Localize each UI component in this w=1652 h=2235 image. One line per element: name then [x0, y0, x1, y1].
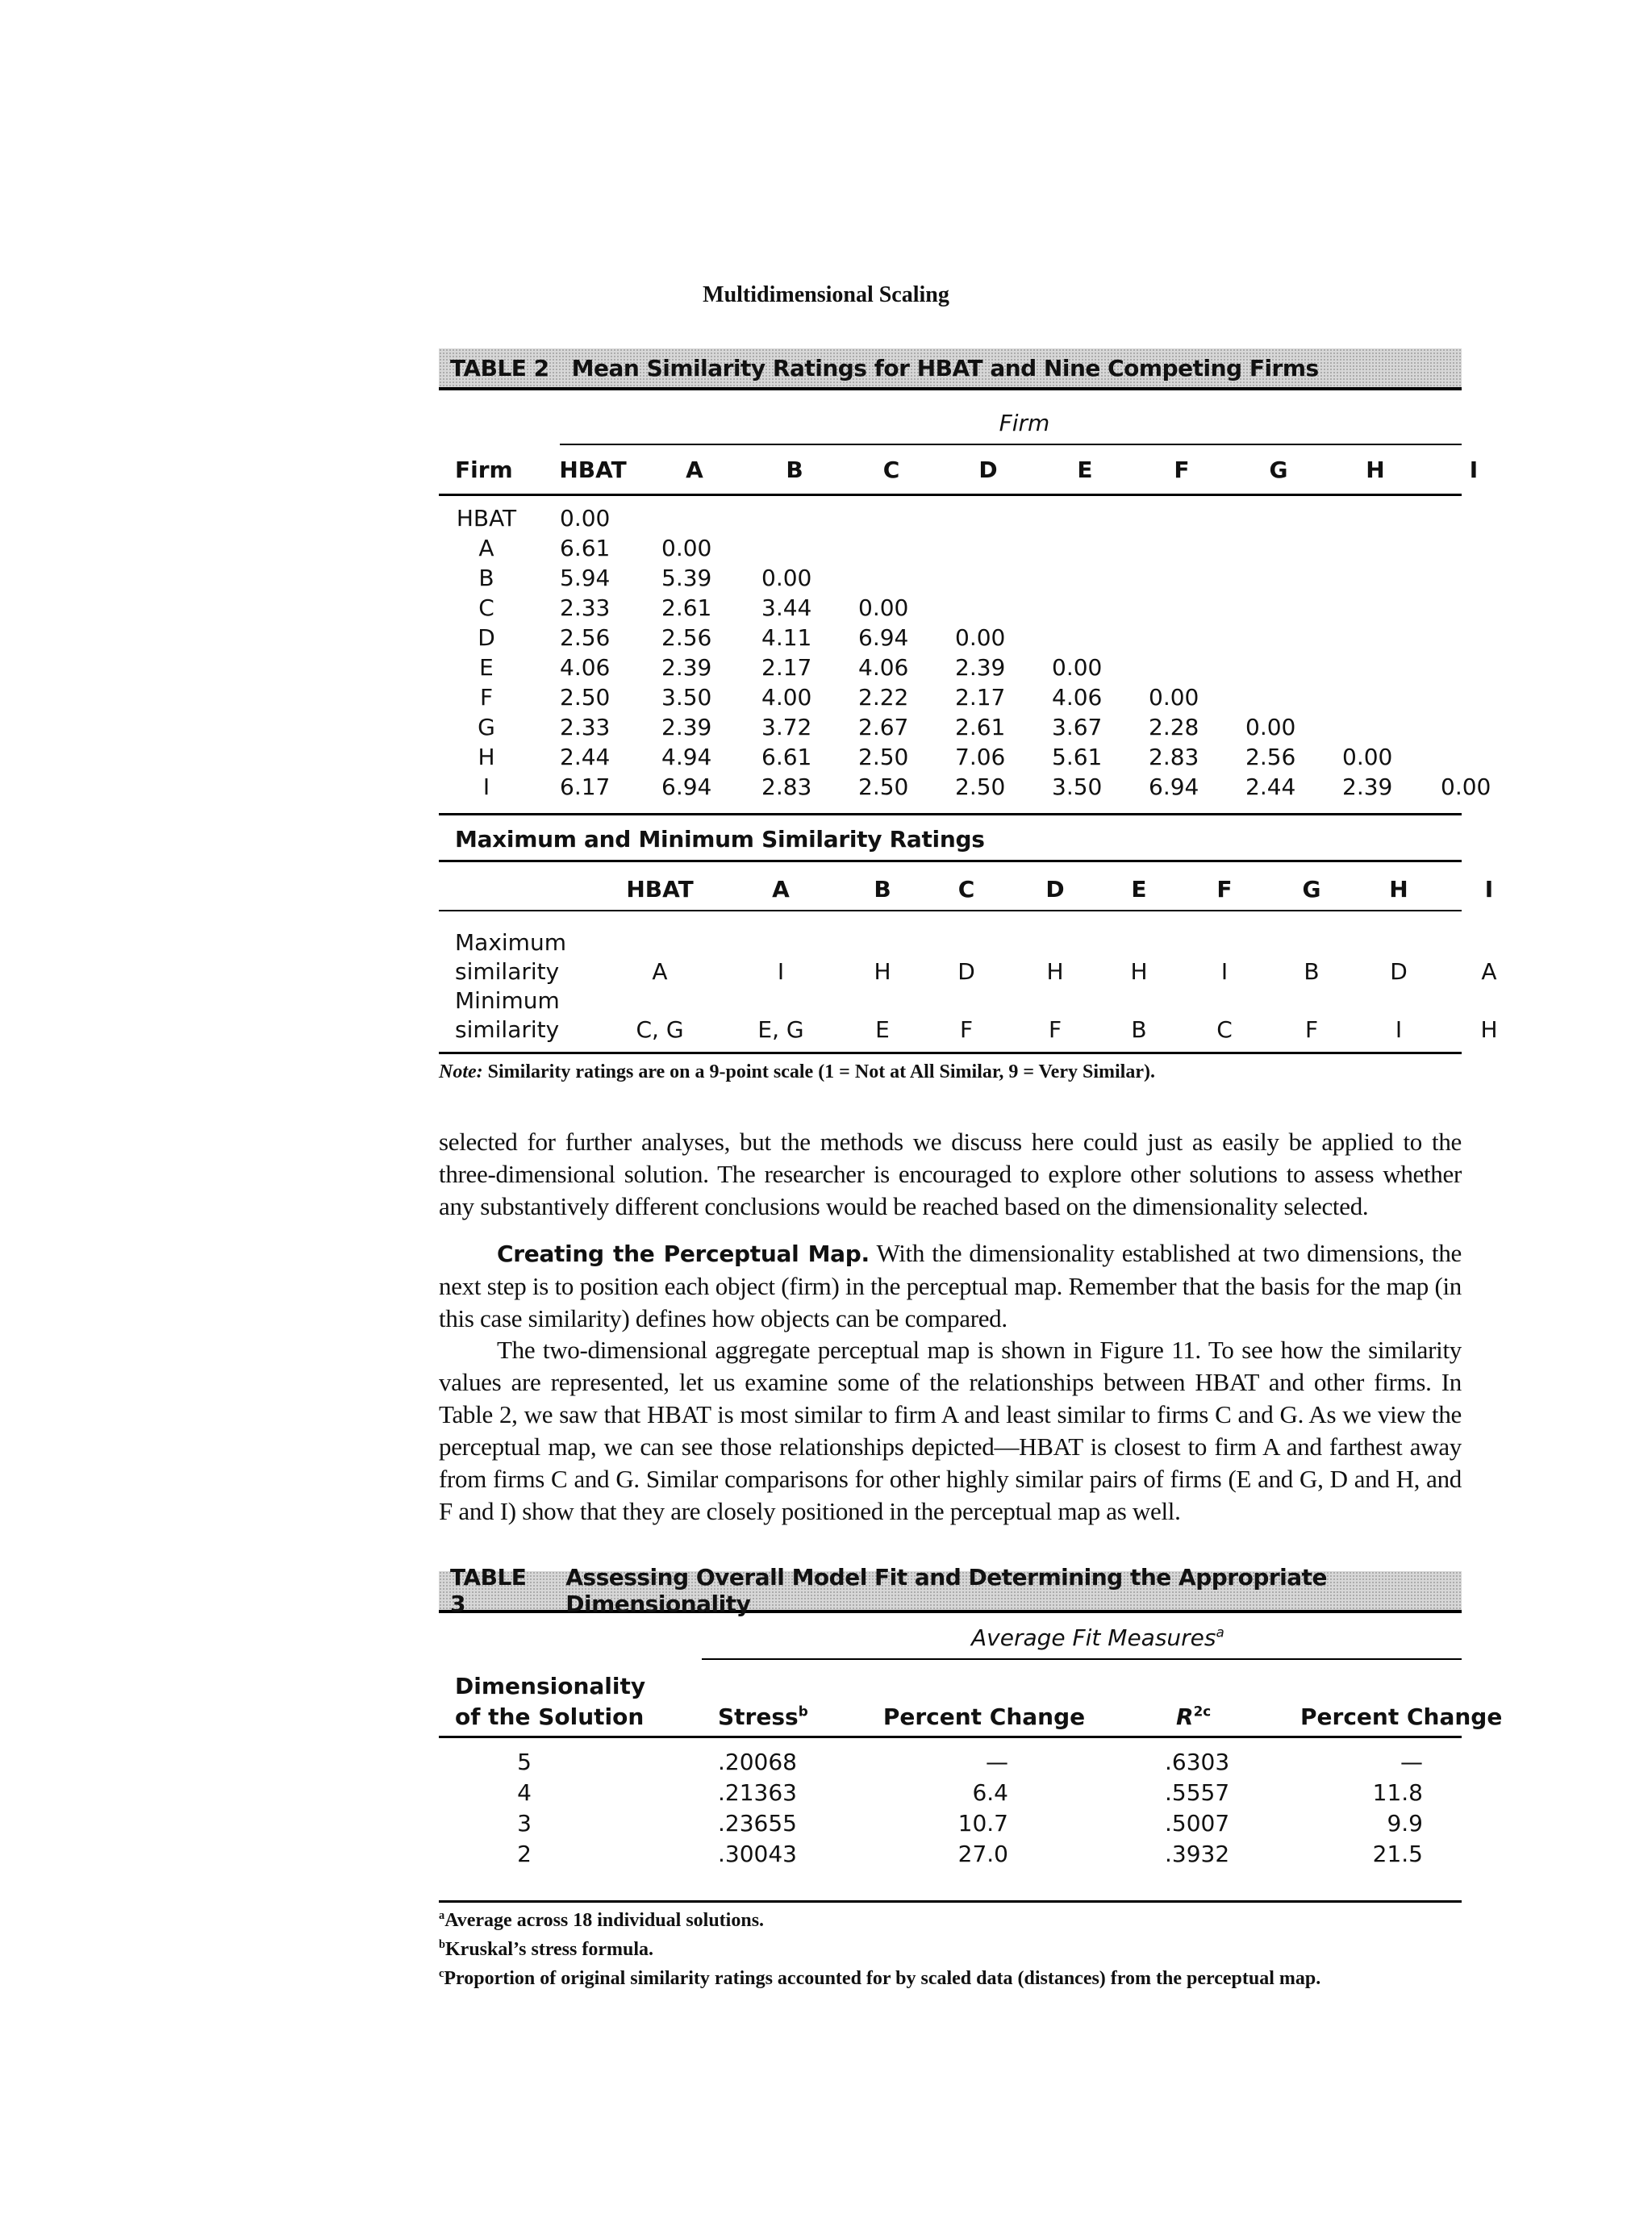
table2-title: Mean Similarity Ratings for HBAT and Nine Competing Firms [571, 354, 1319, 382]
table2-cell: 3.50 [661, 684, 712, 711]
min-similarity-value: F [1304, 1016, 1319, 1043]
table2-cell: 2.39 [661, 714, 712, 740]
body-paragraph-3-text: The two-dimensional aggregate perceptual map is shown in Figure 11. To see how the similarity values are represented, let us examine some of the relationships between HBAT and other firms. In Table 2, we saw that HBAT is most similar to firm A and least similar to firms C and G. As we view the perceptual map, we can see those relationships depicted—HBAT is closest to firm A and farthest away from firms C and G. Similar comparisons for other highly similar pairs of firms (E and G, D and H, and F and I) show that they are closely positioned in the perceptual map as well. [439, 1336, 1462, 1525]
body-paragraph-3 [439, 1334, 1462, 1528]
min-similarity-value: C, G [636, 1016, 684, 1043]
table2-cell: 0.00 [1052, 654, 1103, 681]
table2-cell: 2.22 [858, 684, 909, 711]
table3-spanner [971, 1624, 1224, 1651]
table2-cell: 2.39 [1342, 773, 1393, 800]
table3-header-rule [439, 1736, 1462, 1738]
min-similarity-value: I [1395, 1016, 1403, 1043]
table2-cell: 2.33 [560, 594, 611, 621]
table2-cell: 0.00 [1441, 773, 1491, 800]
fn-a-text: Average across 18 individual solutions. [444, 1910, 765, 1931]
table3-col-stress [718, 1703, 808, 1730]
table2-row-label: C [478, 594, 494, 621]
min-label-line1: Minimum [455, 987, 560, 1014]
table2-row-label: A [478, 535, 494, 561]
table2-cell: 0.00 [761, 565, 812, 591]
min-similarity-value: F [959, 1016, 974, 1043]
table2-col-header: E [1077, 457, 1093, 483]
table3-pct1: 6.4 [972, 1779, 1008, 1806]
table2-mm-col-header: B [874, 876, 891, 903]
table2-cell: 2.39 [955, 654, 1006, 681]
table2-col-header: H [1366, 457, 1385, 483]
table3-title: Assessing Overall Model Fit and Determining the Appropriate Dimensionality [565, 1564, 1328, 1617]
run-in-heading: Creating the Perceptual Map. [497, 1241, 870, 1267]
table2-col-header: F [1174, 457, 1190, 483]
table2-cell: 2.61 [661, 594, 712, 621]
table2-mm-col-header: H [1389, 876, 1408, 903]
table2-spanner: Firm [999, 410, 1050, 436]
table3-pct2: 11.8 [1372, 1779, 1423, 1806]
table3-dim-header-1: Dimensionality [455, 1673, 646, 1699]
table2-cell: 3.44 [761, 594, 812, 621]
table2-mm-col-header: F [1216, 876, 1233, 903]
table2-mm-header-rule [439, 910, 1462, 911]
table3-footnote-c [439, 1968, 1320, 1990]
table2-cell: 0.00 [1342, 744, 1393, 770]
r2-text: R [1176, 1703, 1194, 1730]
table3-r2: .3932 [1165, 1841, 1230, 1867]
table2-cell: 6.61 [560, 535, 611, 561]
table2-row-label: B [478, 565, 494, 591]
table2-col-header: D [978, 457, 998, 483]
table2-cell: 2.56 [1245, 744, 1296, 770]
running-head: Multidimensional Scaling [703, 282, 949, 307]
table2-cell: 6.94 [1149, 773, 1199, 800]
table2-cell: 4.00 [761, 684, 812, 711]
table2-cell: 2.61 [955, 714, 1006, 740]
table2-cell: 6.17 [560, 773, 611, 800]
table3-r2: .6303 [1165, 1749, 1230, 1775]
table2-cell: 2.56 [560, 624, 611, 651]
fn-b-mark: b [439, 1938, 446, 1951]
table2-cell: 3.50 [1052, 773, 1103, 800]
table2-bottom-rule [439, 1052, 1462, 1054]
table2-cell: 3.72 [761, 714, 812, 740]
table3-stress: .30043 [718, 1841, 797, 1867]
table2-cell: 2.17 [955, 684, 1006, 711]
table2-cell: 2.17 [761, 654, 812, 681]
table2-row-label: I [482, 773, 490, 800]
table3-col-pct1: Percent Change [882, 1703, 1086, 1730]
table2-cell: 5.39 [661, 565, 712, 591]
table3-r2: .5007 [1165, 1810, 1230, 1837]
table2-col-header: HBAT [559, 457, 627, 483]
table2-cell: 6.94 [661, 773, 712, 800]
table3-dim: 2 [517, 1841, 532, 1867]
table2-matrix-bottom-rule [439, 813, 1462, 815]
table3-dim-header-2: of the Solution [455, 1703, 645, 1730]
table2-note-text: Similarity ratings are on a 9-point scale (1 = Not at All Similar, 9 = Very Similar). [482, 1061, 1155, 1082]
table3-dim: 4 [517, 1779, 532, 1806]
table2-mm-top-rule [439, 860, 1462, 862]
min-similarity-value: B [1131, 1016, 1147, 1043]
max-similarity-value: I [1220, 958, 1229, 985]
max-similarity-value: B [1304, 958, 1320, 985]
body-paragraph-2-text: With the dimensionality established at two dimensions, the next step is to position each object (firm) in the perceptual map. Remember that the basis for the map (in this case similarity) defines how objects can be compared. [439, 1239, 1462, 1332]
table2-row-label: HBAT [456, 505, 517, 532]
table3-stress: .21363 [718, 1779, 797, 1806]
table2-cell: 2.50 [858, 773, 909, 800]
table2-cell: 2.83 [1149, 744, 1199, 770]
table3-title-banner [439, 1564, 1462, 1617]
table2-cell: 2.50 [560, 684, 611, 711]
table2-row-label: H [478, 744, 495, 770]
table2-row-label: G [478, 714, 495, 740]
table2-cell: 2.44 [560, 744, 611, 770]
table2-cell: 7.06 [955, 744, 1006, 770]
table2-row-label: E [479, 654, 494, 681]
table2-col-header: G [1269, 457, 1288, 483]
table2-mm-col-header: G [1302, 876, 1321, 903]
table2-cell: 4.06 [1052, 684, 1103, 711]
max-similarity-value: A [1481, 958, 1497, 985]
table3-pct2: — [1400, 1749, 1423, 1775]
table3-pct2: 9.9 [1387, 1810, 1423, 1837]
min-similarity-value: E [875, 1016, 890, 1043]
fn-c-mark: c [439, 1967, 444, 1980]
max-similarity-value: H [1046, 958, 1064, 985]
table2-mm-col-header: I [1484, 876, 1494, 903]
table2-cell: 2.50 [955, 773, 1006, 800]
max-label-line1: Maximum [455, 929, 566, 956]
table3-col-r2 [1176, 1703, 1211, 1730]
table2-mm-col-header: E [1131, 876, 1147, 903]
r2-sup: 2c [1193, 1703, 1212, 1720]
max-similarity-value: H [874, 958, 891, 985]
table2-cell: 3.67 [1052, 714, 1103, 740]
table2-row-label: F [479, 684, 494, 711]
table2-cell: 5.94 [560, 565, 611, 591]
min-similarity-value: C [1216, 1016, 1233, 1043]
table3-pct2: 21.5 [1372, 1841, 1423, 1867]
max-similarity-value: I [777, 958, 785, 985]
table2-title-banner [439, 348, 1462, 390]
table3-spanner-rule [702, 1658, 1462, 1660]
table2-cell: 0.00 [560, 505, 611, 532]
table3-dim: 5 [517, 1749, 532, 1775]
table2-cell: 6.61 [761, 744, 812, 770]
table2-col-header: I [1469, 457, 1479, 483]
table3-pct1: — [986, 1749, 1008, 1775]
table3-footnote-a [439, 1910, 764, 1932]
table3-pct1: 27.0 [957, 1841, 1008, 1867]
max-similarity-value: A [652, 958, 668, 985]
body-paragraph-1: selected for further analyses, but the methods we discuss here could just as easily be applied to the three-dimensional solution. The researcher is encouraged to explore other solutions to assess whether any substantively different conclusions would be reached based on the dimensionality selected. [439, 1128, 1462, 1220]
table2-cell: 0.00 [1149, 684, 1199, 711]
table2-cell: 0.00 [955, 624, 1006, 651]
max-similarity-value: D [957, 958, 975, 985]
table2-note [439, 1061, 1155, 1083]
table3-footnote-b [439, 1939, 653, 1961]
table2-cell: 5.61 [1052, 744, 1103, 770]
table3-r2: .5557 [1165, 1779, 1230, 1806]
table2-header-rule [439, 494, 1462, 496]
table2-cell: 6.94 [858, 624, 909, 651]
table2-cell: 4.06 [858, 654, 909, 681]
table3-dim: 3 [517, 1810, 532, 1837]
table2-cell: 2.44 [1245, 773, 1296, 800]
table2-row-header: Firm [455, 457, 513, 483]
table3-label: TABLE 3 [450, 1564, 527, 1617]
table2-cell: 4.11 [761, 624, 812, 651]
body-paragraph-2 [439, 1237, 1462, 1335]
max-similarity-value: D [1390, 958, 1408, 985]
table2-cell: 0.00 [1245, 714, 1296, 740]
table2-cell: 2.56 [661, 624, 712, 651]
table2-spanner-rule [560, 444, 1462, 445]
table2-cell: 2.28 [1149, 714, 1199, 740]
table2-row-label: D [478, 624, 495, 651]
table2-mm-col-header: C [957, 876, 975, 903]
table2-col-header: A [686, 457, 703, 483]
table2-mm-col-header: HBAT [626, 876, 694, 903]
min-similarity-value: E, G [757, 1016, 804, 1043]
table2-cell: 2.39 [661, 654, 712, 681]
table3-stress: .20068 [718, 1749, 797, 1775]
table2-mm-col-header: A [772, 876, 790, 903]
table2-mm-col-header: D [1045, 876, 1065, 903]
table3-spanner-text: Average Fit Measures [971, 1624, 1216, 1651]
table2-cell: 4.06 [560, 654, 611, 681]
fn-b-text: Kruskal’s stress formula. [445, 1939, 654, 1960]
table2-cell: 0.00 [661, 535, 712, 561]
min-similarity-value: F [1048, 1016, 1062, 1043]
table2-cell: 2.83 [761, 773, 812, 800]
max-similarity-value: H [1130, 958, 1148, 985]
table2-cell: 0.00 [858, 594, 909, 621]
table3-col-pct2: Percent Change [1300, 1703, 1503, 1730]
fn-c-text: Proportion of original similarity ratings accounted for by scaled data (distances) from the perceptual map. [444, 1968, 1321, 1989]
min-label-line2: similarity [455, 1016, 560, 1043]
stress-sup: b [798, 1703, 808, 1720]
table2-subheading: Maximum and Minimum Similarity Ratings [455, 826, 985, 853]
table3-spanner-sup: a [1216, 1624, 1224, 1641]
table3-pct1: 10.7 [957, 1810, 1008, 1837]
table2-cell: 2.50 [858, 744, 909, 770]
table2-cell: 2.33 [560, 714, 611, 740]
table2-label: TABLE 2 [450, 354, 549, 382]
table3-stress: .23655 [718, 1810, 797, 1837]
table2-note-lead: Note: [439, 1061, 483, 1082]
min-similarity-value: H [1480, 1016, 1498, 1043]
table2-cell: 4.94 [661, 744, 712, 770]
stress-text: Stress [718, 1703, 799, 1730]
table2-col-header: B [786, 457, 803, 483]
table2-col-header: C [882, 457, 900, 483]
max-label-line2: similarity [455, 958, 560, 985]
table3-bottom-rule [439, 1900, 1462, 1903]
fn-a-mark: a [439, 1909, 445, 1922]
table2-cell: 2.67 [858, 714, 909, 740]
